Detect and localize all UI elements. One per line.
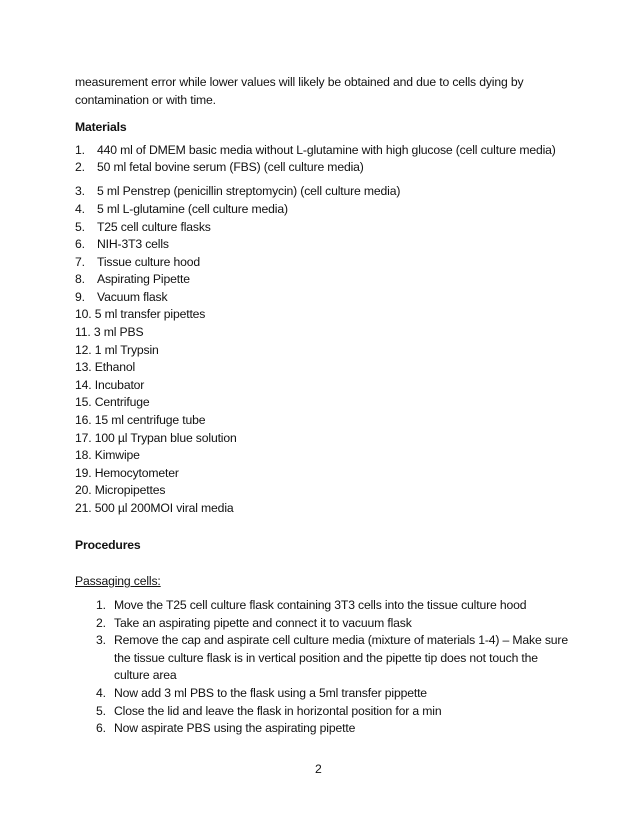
step-number: 3. <box>96 633 106 647</box>
item-text: 5 ml Penstrep (penicillin streptomycin) (cell culture media) <box>97 184 401 198</box>
intro-line-2: contamination or with time. <box>75 93 216 107</box>
materials-item <box>75 220 211 234</box>
item-text: 5 ml transfer pipettes <box>94 307 206 321</box>
item-number: 16. <box>75 413 92 427</box>
step-text: Now aspirate PBS using the aspirating pipette <box>114 721 356 735</box>
item-number: 20. <box>75 483 92 497</box>
item-text: 1 ml Trypsin <box>94 343 159 357</box>
item-text: Incubator <box>94 378 145 392</box>
item-number: 9. <box>75 290 85 304</box>
item-number: 14. <box>75 378 92 392</box>
materials-item <box>75 307 205 321</box>
page-number: 2 <box>315 762 322 776</box>
item-number: 18. <box>75 448 92 462</box>
materials-item <box>75 255 200 269</box>
materials-item <box>75 395 149 409</box>
step-number: 4. <box>96 686 106 700</box>
item-text: Vacuum flask <box>97 290 168 304</box>
materials-item <box>75 160 364 174</box>
item-text: 50 ml fetal bovine serum (FBS) (cell culture media) <box>97 160 364 174</box>
step-number: 6. <box>96 721 106 735</box>
procedures-heading: Procedures <box>75 538 141 552</box>
item-text: T25 cell culture flasks <box>97 220 211 234</box>
item-number: 6. <box>75 237 85 251</box>
item-text: Hemocytometer <box>94 466 179 480</box>
item-number: 7. <box>75 255 85 269</box>
item-number: 5. <box>75 220 85 234</box>
item-number: 4. <box>75 202 85 216</box>
item-text: 440 ml of DMEM basic media without L-glutamine with high glucose (cell culture media) <box>97 143 556 157</box>
procedure-step <box>96 704 441 718</box>
procedure-step <box>96 598 526 612</box>
item-number: 13. <box>75 360 92 374</box>
materials-item <box>75 202 288 216</box>
materials-item <box>75 431 237 445</box>
materials-item <box>75 413 205 427</box>
item-number: 17. <box>75 431 92 445</box>
materials-item <box>75 184 400 198</box>
materials-item <box>75 143 556 157</box>
step-number: 1. <box>96 598 106 612</box>
item-number: 2. <box>75 160 85 174</box>
materials-item <box>75 360 135 374</box>
materials-item <box>75 483 165 497</box>
step-text-continued: the tissue culture flask is in vertical position and the pipette tip does not touch the <box>114 651 538 665</box>
item-text: Centrifuge <box>94 395 150 409</box>
materials-item <box>75 272 190 286</box>
step-text: Take an aspirating pipette and connect it to vacuum flask <box>114 616 412 630</box>
item-text: Ethanol <box>94 360 136 374</box>
materials-heading: Materials <box>75 120 127 134</box>
item-text: NIH-3T3 cells <box>97 237 169 251</box>
item-number: 12. <box>75 343 92 357</box>
intro-line-1: measurement error while lower values will likely be obtained and due to cells dying by <box>75 75 524 89</box>
procedure-step <box>96 686 427 700</box>
item-number: 1. <box>75 143 85 157</box>
item-text: 3 ml PBS <box>93 325 144 339</box>
materials-item <box>75 290 167 304</box>
item-number: 3. <box>75 184 85 198</box>
materials-item <box>75 237 169 251</box>
item-number: 11. <box>75 325 91 339</box>
step-text: Close the lid and leave the flask in horizontal position for a min <box>114 704 442 718</box>
item-text: 15 ml centrifuge tube <box>94 413 206 427</box>
item-text: 100 µl Trypan blue solution <box>94 431 237 445</box>
item-text: Micropipettes <box>94 483 166 497</box>
item-text: Tissue culture hood <box>97 255 201 269</box>
materials-item <box>75 378 144 392</box>
step-text: Remove the cap and aspirate cell culture media (mixture of materials 1-4) – Make sure <box>114 633 568 647</box>
materials-item <box>75 325 143 339</box>
step-text: Now add 3 ml PBS to the flask using a 5ml transfer pippette <box>114 686 427 700</box>
procedure-step <box>96 721 355 735</box>
item-number: 15. <box>75 395 92 409</box>
procedure-step <box>96 633 568 647</box>
item-text: 500 µl 200MOI viral media <box>94 501 234 515</box>
item-number: 19. <box>75 466 92 480</box>
passaging-cells-subheading: Passaging cells: <box>75 574 161 588</box>
materials-item <box>75 466 179 480</box>
step-number: 2. <box>96 616 106 630</box>
item-text: Aspirating Pipette <box>97 272 190 286</box>
step-text-continued: culture area <box>114 668 177 682</box>
materials-item <box>75 448 140 462</box>
item-number: 21. <box>75 501 92 515</box>
materials-item <box>75 343 159 357</box>
step-text: Move the T25 cell culture flask containing 3T3 cells into the tissue culture hood <box>114 598 527 612</box>
item-number: 8. <box>75 272 85 286</box>
procedure-step <box>96 616 412 630</box>
item-text: Kimwipe <box>94 448 140 462</box>
item-number: 10. <box>75 307 92 321</box>
materials-item <box>75 501 234 515</box>
step-number: 5. <box>96 704 106 718</box>
item-text: 5 ml L-glutamine (cell culture media) <box>97 202 288 216</box>
